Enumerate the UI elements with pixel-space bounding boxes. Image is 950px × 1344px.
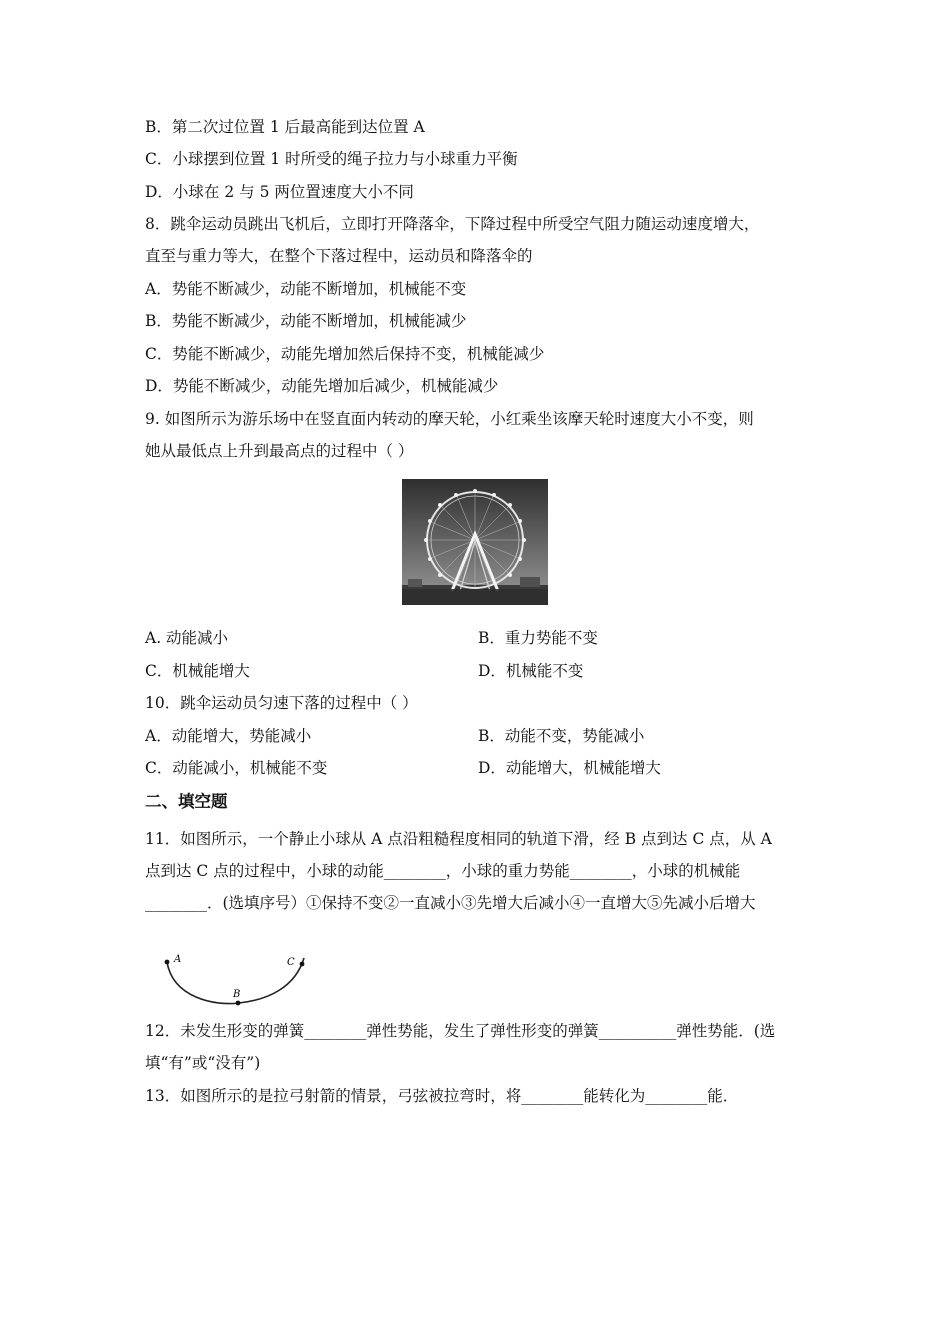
ball-point-a — [165, 960, 170, 965]
q11-line3: ________．(选填序号）①保持不变②一直减小③先增大后减小④一直增大⑤先减小后增大 — [145, 894, 756, 912]
q8-stem-line2: 直至与重力等大，在整个下落过程中，运动员和降落伞的 — [145, 247, 533, 265]
q9-stem-line1: 9. 如图所示为游乐场中在竖直面内转动的摩天轮，小红乘坐该摩天轮时速度大小不变，则 — [145, 410, 754, 428]
section-heading-fill-in: 二、填空题 — [145, 792, 228, 811]
track-label-c: C — [287, 957, 295, 968]
ferris-wheel-image — [402, 479, 548, 605]
q10-stem: 10．跳伞运动员匀速下落的过程中（ ） — [145, 694, 418, 712]
q10-option-b: B．动能不变，势能减小 — [478, 727, 645, 745]
q10-option-a: A．动能增大，势能减小 — [145, 727, 312, 745]
q8-option-a: A．势能不断减少，动能不断增加，机械能不变 — [145, 280, 467, 298]
q9-option-c: C．机械能增大 — [145, 662, 250, 680]
track-diagram — [155, 948, 315, 1010]
q9-option-a: A. 动能减小 — [145, 629, 229, 647]
q9-stem-line2: 她从最低点上升到最高点的过程中（ ） — [145, 442, 414, 460]
ball-point-b — [236, 1001, 241, 1006]
track-label-a: A — [174, 954, 182, 965]
q12-line1: 12．未发生形变的弹簧________弹性势能，发生了弹性形变的弹簧__________弹性势能．(选 — [145, 1022, 776, 1040]
q9-option-d: D．机械能不变 — [478, 662, 584, 680]
ball-point-c — [300, 962, 305, 967]
q7-option-b: B．第二次过位置 1 后最高能到达位置 A — [145, 118, 425, 136]
q12-line2: 填“有”或“没有”) — [145, 1054, 261, 1072]
q8-option-c: C．势能不断减少，动能先增加然后保持不变，机械能减少 — [145, 345, 545, 363]
track-label-b: B — [233, 989, 241, 1000]
q10-option-c: C．动能减小，机械能不变 — [145, 759, 328, 777]
q10-option-d: D．动能增大，机械能增大 — [478, 759, 661, 777]
q9-option-b: B．重力势能不变 — [478, 629, 598, 647]
q7-option-d: D．小球在 2 与 5 两位置速度大小不同 — [145, 183, 414, 201]
q8-option-b: B．势能不断减少，动能不断增加，机械能减少 — [145, 312, 467, 330]
q7-option-c: C．小球摆到位置 1 时所受的绳子拉力与小球重力平衡 — [145, 150, 518, 168]
q8-stem-line1: 8．跳伞运动员跳出飞机后，立即打开降落伞，下降过程中所受空气阻力随运动速度增大， — [145, 215, 760, 233]
q13-line1: 13．如图所示的是拉弓射箭的情景，弓弦被拉弯时，将________能转化为________能． — [145, 1087, 739, 1105]
q8-option-d: D．势能不断减少，动能先增加后减少，机械能减少 — [145, 377, 499, 395]
q11-line1: 11．如图所示，一个静止小球从 A 点沿粗糙程度相同的轨道下滑，经 B 点到达 C 点，从 A — [145, 830, 772, 848]
q11-line2: 点到达 C 点的过程中，小球的动能________，小球的重力势能________，小球的机械能 — [145, 862, 741, 880]
